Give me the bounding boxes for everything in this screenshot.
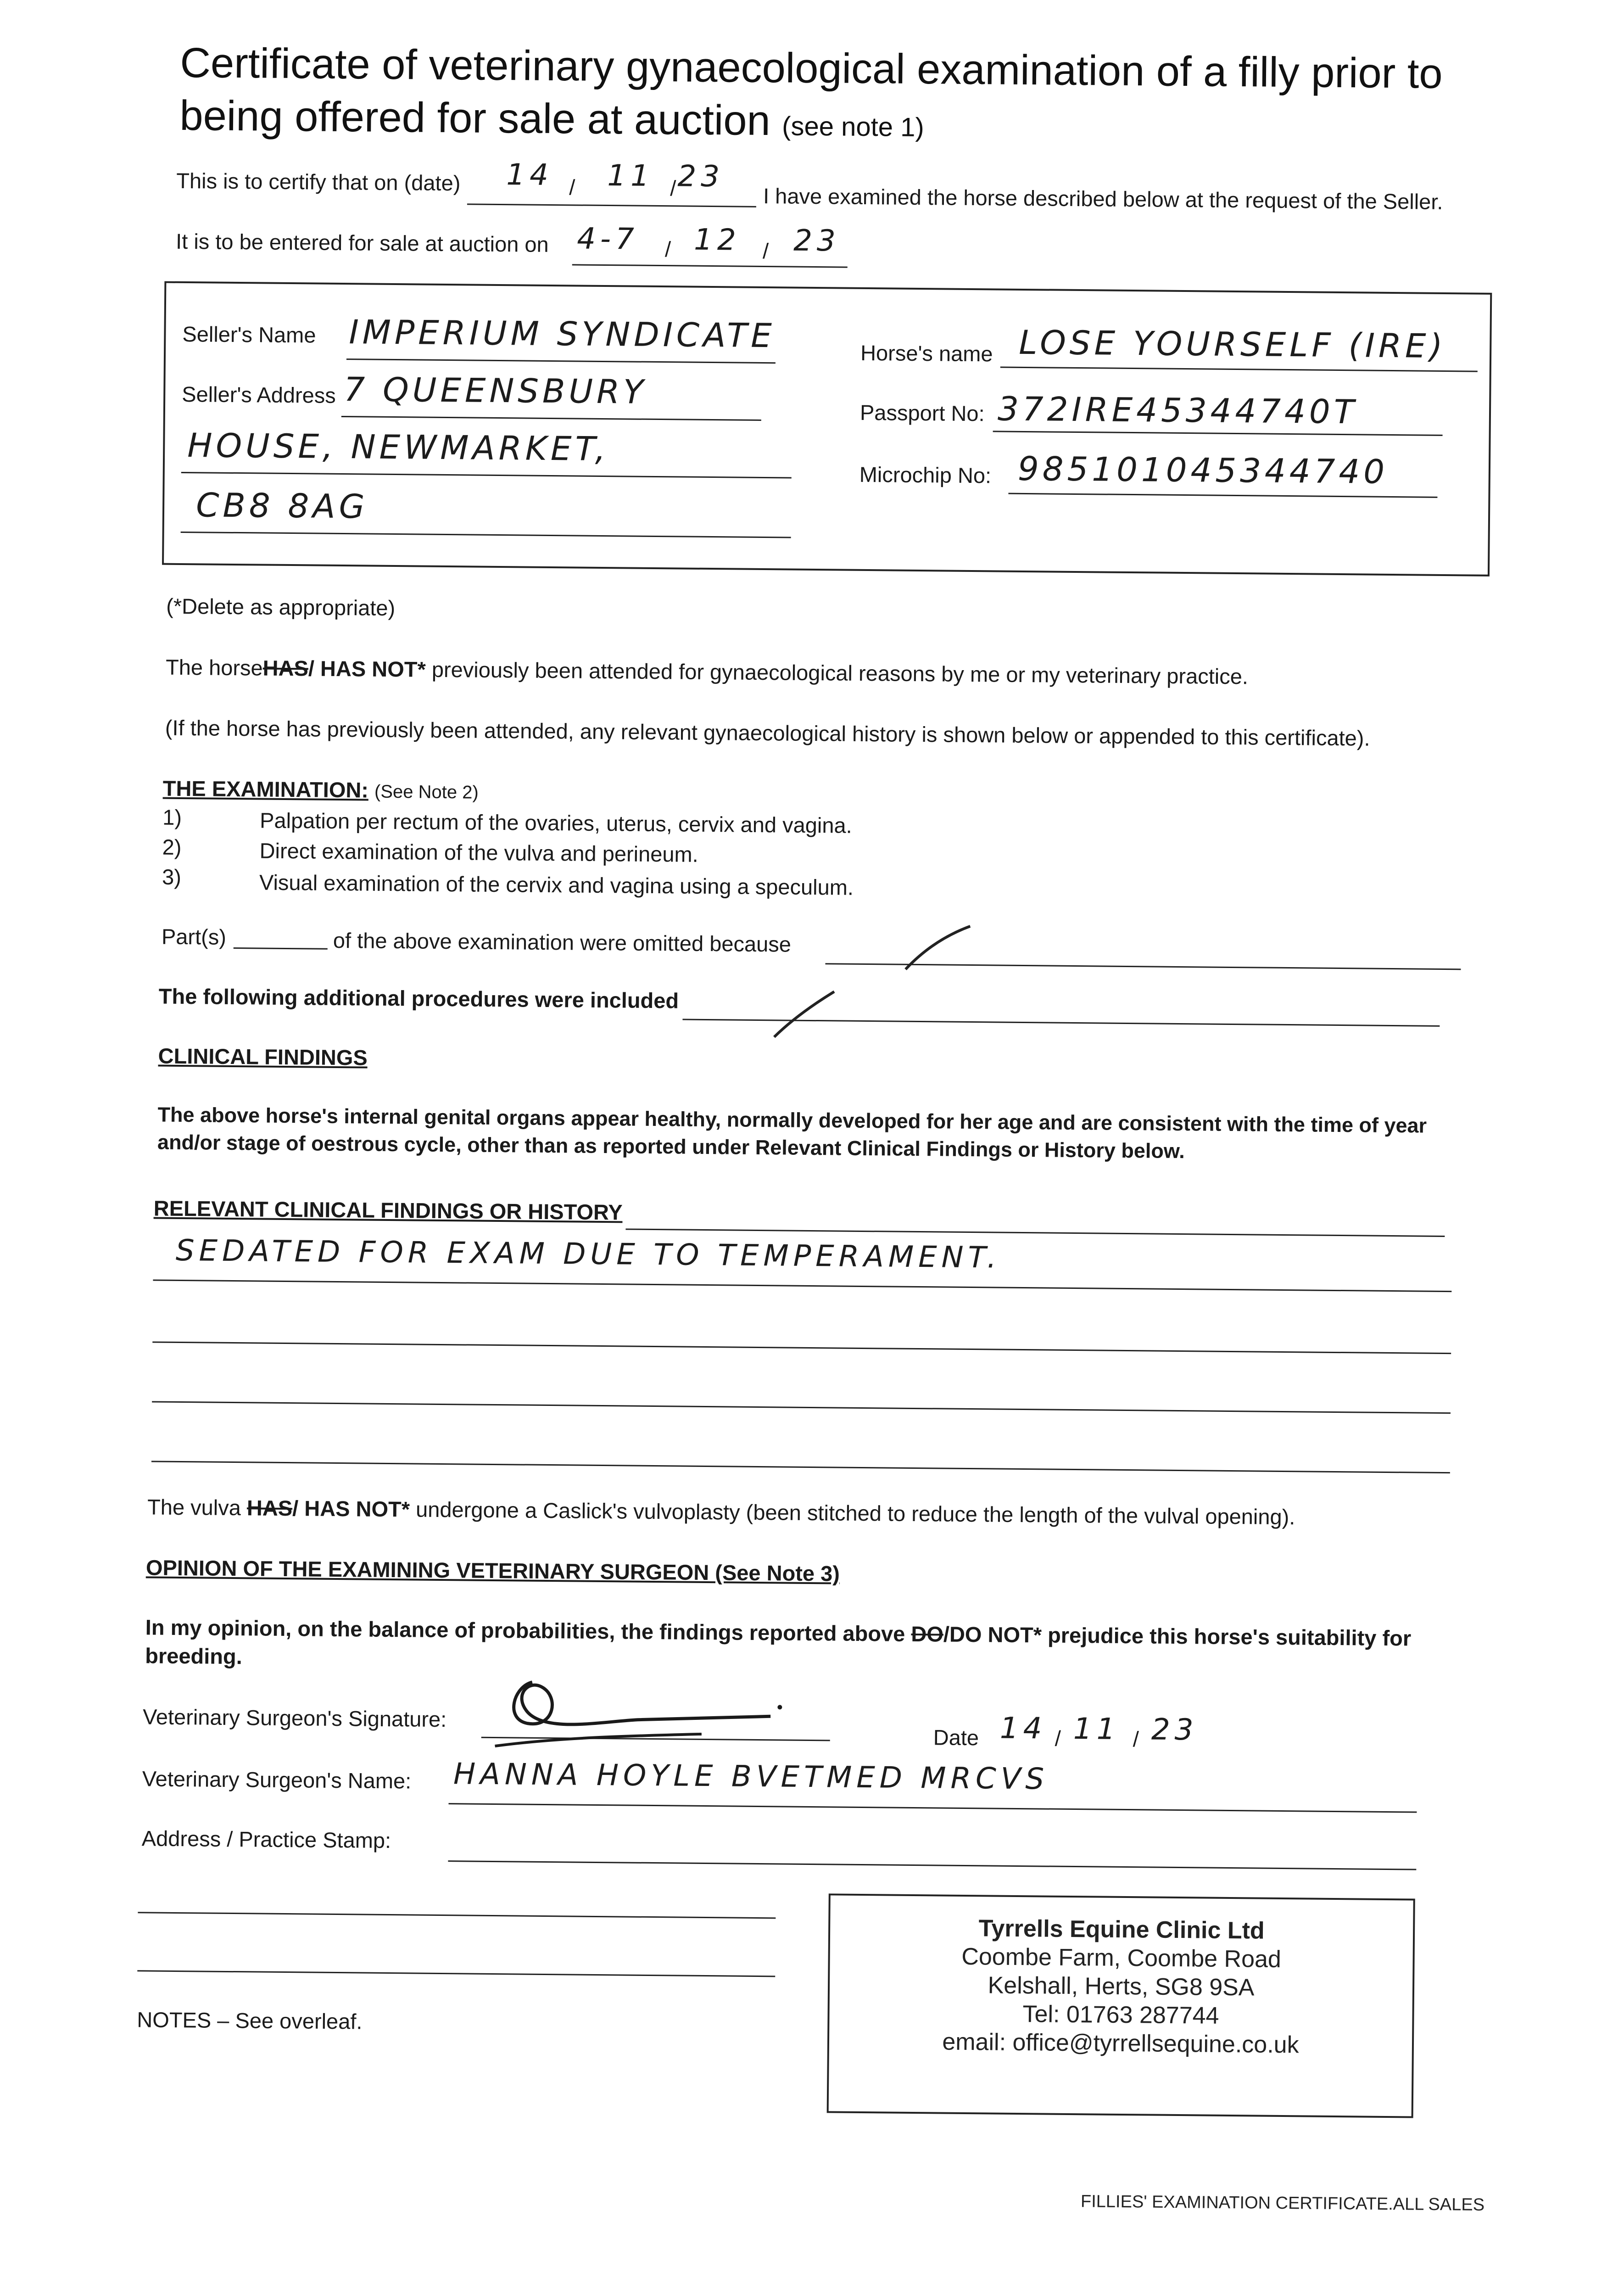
attended-note: (If the horse has previously been attended, any relevant gynaecological history is shown below or appended to this certificate). (165, 715, 1370, 750)
examination-note: (See Note 2) (374, 781, 479, 803)
certify-prefix: This is to certify that on (date) (176, 168, 461, 196)
vulva-struck: HAS (246, 1495, 293, 1521)
vet-name-label: Veterinary Surgeon's Name: (142, 1766, 412, 1793)
certify-day: 14 (506, 158, 553, 192)
opinion-line-1 (145, 1614, 1412, 1651)
passport-value: 372IRE45344740T (997, 389, 1358, 431)
attended-line (166, 655, 1248, 689)
title-line-2-text: being offered for sale at auction (179, 92, 771, 145)
signature-date-label: Date (933, 1725, 979, 1750)
address-stamp-label: Address / Practice Stamp: (141, 1826, 391, 1853)
auction-date-line (572, 264, 848, 268)
certify-date-line (467, 203, 756, 207)
date-slash: / (670, 176, 676, 201)
stamp-address-2: Kelshall, Herts, SG8 9SA (988, 1972, 1255, 2001)
omitted-cross-out-mark (901, 921, 975, 974)
auction-year: 23 (793, 224, 840, 258)
exam-item-1-num: 1) (162, 805, 182, 829)
stamp-address-1: Coombe Farm, Coombe Road (961, 1943, 1282, 1973)
passport-label: Passport No: (859, 400, 985, 426)
microchip-value: 985101045344740 (1017, 449, 1389, 491)
relevant-heading: RELEVANT CLINICAL FINDINGS OR HISTORY (153, 1196, 623, 1225)
vet-name-value: HANNA HOYLE BVETMED MRCVS (453, 1757, 1049, 1797)
certify-month: 11 (607, 159, 654, 193)
auction-month: 12 (693, 223, 741, 257)
clinical-statement-2: and/or stage of oestrous cycle, other than as reported under Relevant Clinical Findings or History below. (157, 1130, 1185, 1163)
auction-day: 4-7 (576, 222, 639, 257)
horse-name-value: LOSE YOURSELF (IRE) (1018, 323, 1446, 365)
horse-name-label: Horse's name (860, 340, 993, 366)
vet-name-line (448, 1803, 1417, 1813)
date-slash: / (664, 237, 671, 262)
signature-date-day: 14 (999, 1711, 1047, 1746)
omitted-parts-line (234, 947, 328, 950)
attended-struck: HAS (262, 655, 309, 681)
footer-form-id: FILLIES' EXAMINATION CERTIFICATE.ALL SALES (1080, 2192, 1485, 2215)
examination-heading-line (163, 776, 479, 804)
opinion-suffix: /DO NOT* prejudice this horse's suitability for (943, 1622, 1412, 1651)
notes-label: NOTES – See overleaf. (137, 2007, 363, 2034)
attended-choice: / HAS NOT* (308, 656, 426, 682)
delete-note: (*Delete as appropriate) (166, 593, 396, 621)
examination-heading: THE EXAMINATION: (162, 776, 369, 802)
seller-address-line1: 7 QUEENSBURY (344, 370, 647, 411)
date-slash: / (1133, 1727, 1139, 1752)
exam-item-2-num: 2) (162, 834, 182, 859)
relevant-line-2 (152, 1341, 1451, 1354)
exam-item-3-num: 3) (162, 864, 182, 889)
date-slash: / (762, 238, 769, 263)
opinion-heading: OPINION OF THE EXAMINING VETERINARY SURGEON (See Note 3) (145, 1555, 840, 1586)
stamp-email: email: office@tyrrellsequine.co.uk (942, 2028, 1299, 2059)
clinical-statement-1: The above horse's internal genital organs appear healthy, normally developed for her age and are consistent with the time of year (157, 1103, 1427, 1137)
stamp-phone: Tel: 01763 287744 (1022, 2001, 1219, 2029)
title-line-2 (179, 91, 924, 152)
practice-stamp (827, 1893, 1415, 2118)
seller-address-line3: CB8 8AG (195, 486, 368, 526)
relevant-text: SEDATED FOR EXAM DUE TO TEMPERAMENT. (175, 1233, 1001, 1275)
date-slash: / (569, 175, 575, 200)
relevant-line-3 (152, 1401, 1451, 1414)
seller-address-line2: HOUSE, NEWMARKET, (187, 426, 610, 469)
clinical-heading: CLINICAL FINDINGS (158, 1043, 368, 1070)
omitted-suffix: of the above examination were omitted because (333, 928, 792, 957)
relevant-line-1 (153, 1279, 1451, 1292)
opinion-struck: DO (911, 1621, 944, 1646)
address-line-1 (448, 1860, 1416, 1870)
seller-name-value: IMPERIUM SYNDICATE (349, 313, 776, 355)
exam-item-2-text: Direct examination of the vulva and perineum. (259, 838, 698, 867)
exam-item-1-text: Palpation per rectum of the ovaries, uterus, cervix and vagina. (259, 808, 852, 838)
vulva-suffix: undergone a Caslick's vulvoplasty (been stitched to reduce the length of the vulval opening). (415, 1497, 1295, 1529)
signature-label: Veterinary Surgeon's Signature: (142, 1704, 447, 1732)
vulva-choice: / HAS NOT* (292, 1496, 410, 1522)
auction-prefix: It is to be entered for sale at auction on (175, 229, 549, 257)
certify-suffix: I have examined the horse described below at the request of the Seller. (763, 183, 1443, 214)
vulva-line (147, 1494, 1295, 1529)
vet-signature-drawing (486, 1668, 799, 1753)
certify-year: 23 (677, 159, 725, 194)
seller-address-label: Seller's Address (182, 381, 336, 408)
opinion-line-2: breeding. (145, 1643, 243, 1669)
attended-suffix: previously been attended for gynaecological reasons by me or my veterinary practice. (431, 657, 1249, 689)
exam-item-3-text: Visual examination of the cervix and vagina using a speculum. (259, 870, 854, 900)
address-line-3 (137, 1970, 775, 1977)
omitted-prefix: Part(s) (161, 924, 227, 949)
additional-label: The following additional procedures were included (158, 984, 679, 1013)
signature-date-year: 23 (1151, 1713, 1198, 1747)
title-note: (see note 1) (781, 111, 924, 143)
date-slash: / (1055, 1726, 1061, 1751)
microchip-label: Microchip No: (859, 462, 992, 488)
stamp-clinic-name: Tyrrells Equine Clinic Ltd (978, 1915, 1265, 1944)
signature-date-month: 11 (1073, 1712, 1120, 1746)
seller-name-label: Seller's Name (182, 321, 316, 347)
title-line-1: Certificate of veterinary gynaecological examination of a filly prior to (180, 39, 1443, 97)
address-line-2 (138, 1912, 776, 1919)
vulva-prefix: The vulva (147, 1495, 241, 1520)
opinion-prefix: In my opinion, on the balance of probabilities, the findings reported above (145, 1615, 905, 1646)
relevant-line-4 (151, 1461, 1450, 1473)
attended-prefix: The horse (165, 655, 263, 680)
relevant-line-0 (625, 1228, 1445, 1237)
additional-cross-out-mark (770, 986, 843, 1042)
